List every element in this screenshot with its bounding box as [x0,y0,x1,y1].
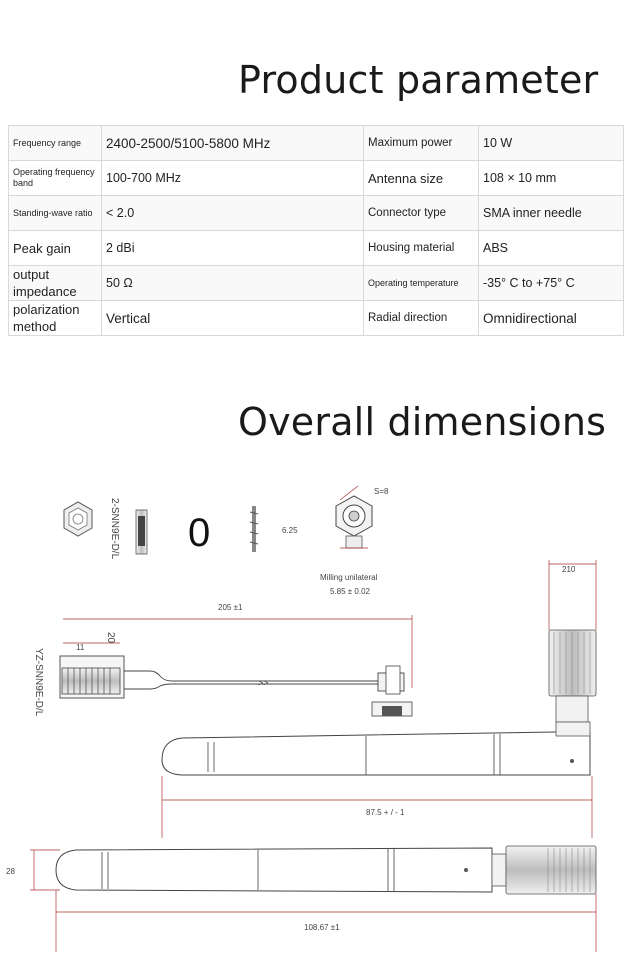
svg-text:>>: >> [258,678,269,688]
param-label: Antenna size [364,161,479,196]
dimension-drawing [0,470,630,960]
parameter-table [8,125,624,336]
section-title-product-parameter: Product parameter [238,58,599,102]
param-label: Housing material [364,231,479,266]
sma-knurl-icon [549,630,596,696]
ufl-connector-icon [372,666,412,716]
param-label: Peak gain [9,231,102,266]
dim-20-label: 20 [105,632,116,644]
table-row [9,231,624,266]
param-label: Standing-wave ratio [9,196,102,231]
hex-size-label: S=8 [374,487,389,496]
connector-front-view-icon [336,486,372,548]
param-value: 2 dBi [102,231,364,266]
section-title-overall-dimensions: Overall dimensions [238,400,607,444]
param-value: 2400-2500/5100-5800 MHz [102,126,364,161]
antenna-length-2-label: 108.67 ±1 [304,923,340,932]
param-value: Vertical [102,301,364,336]
param-value: ABS [479,231,624,266]
milling-value: 5.85 ± 0.02 [330,587,370,596]
param-label: Connector type [364,196,479,231]
connector-side-view-icon [136,510,147,554]
param-label: Radial direction [364,301,479,336]
param-value: 50 Ω [102,266,364,301]
table-row [9,301,624,336]
table-row [9,126,624,161]
param-value: 100-700 MHz [102,161,364,196]
dim-210-label: 210 [562,565,576,574]
bulkhead-connector-icon [60,656,124,698]
milling-note: Milling unilateral [320,573,378,582]
washer-label: 0 [188,511,211,555]
antenna-side-view-2 [56,846,596,894]
height-label: 6.25 [282,526,298,535]
table-row [9,196,624,231]
param-value: 10 W [479,126,624,161]
antenna-side-view-1 [162,722,590,775]
param-value: < 2.0 [102,196,364,231]
washer-side-icon [250,506,258,552]
param-value: -35° C to +75° C [479,266,624,301]
table-row [9,161,624,196]
cable-line [124,671,378,681]
param-label: Operating frequency band [9,161,102,196]
param-label: output impedance [9,266,102,301]
part-code-label-2: YZ-SNN9E-D/L [33,648,44,717]
antenna-length-1-label: 87.5 + / - 1 [366,808,405,817]
part-code-label: 2-SNN9E-D/L [109,498,120,560]
param-label: Maximum power [364,126,479,161]
dim-11-label: 11 [76,643,85,652]
param-value: Omnidirectional [479,301,624,336]
param-label: polarization method [9,301,102,336]
table-row [9,266,624,301]
cable-length-label: 205 ±1 [218,603,243,612]
param-label: Frequency range [9,126,102,161]
dim-28-label: 28 [6,867,15,876]
param-label: Operating temperature [364,266,479,301]
param-value: SMA inner needle [479,196,624,231]
hex-nut-icon [64,502,92,536]
param-value: 108 × 10 mm [479,161,624,196]
